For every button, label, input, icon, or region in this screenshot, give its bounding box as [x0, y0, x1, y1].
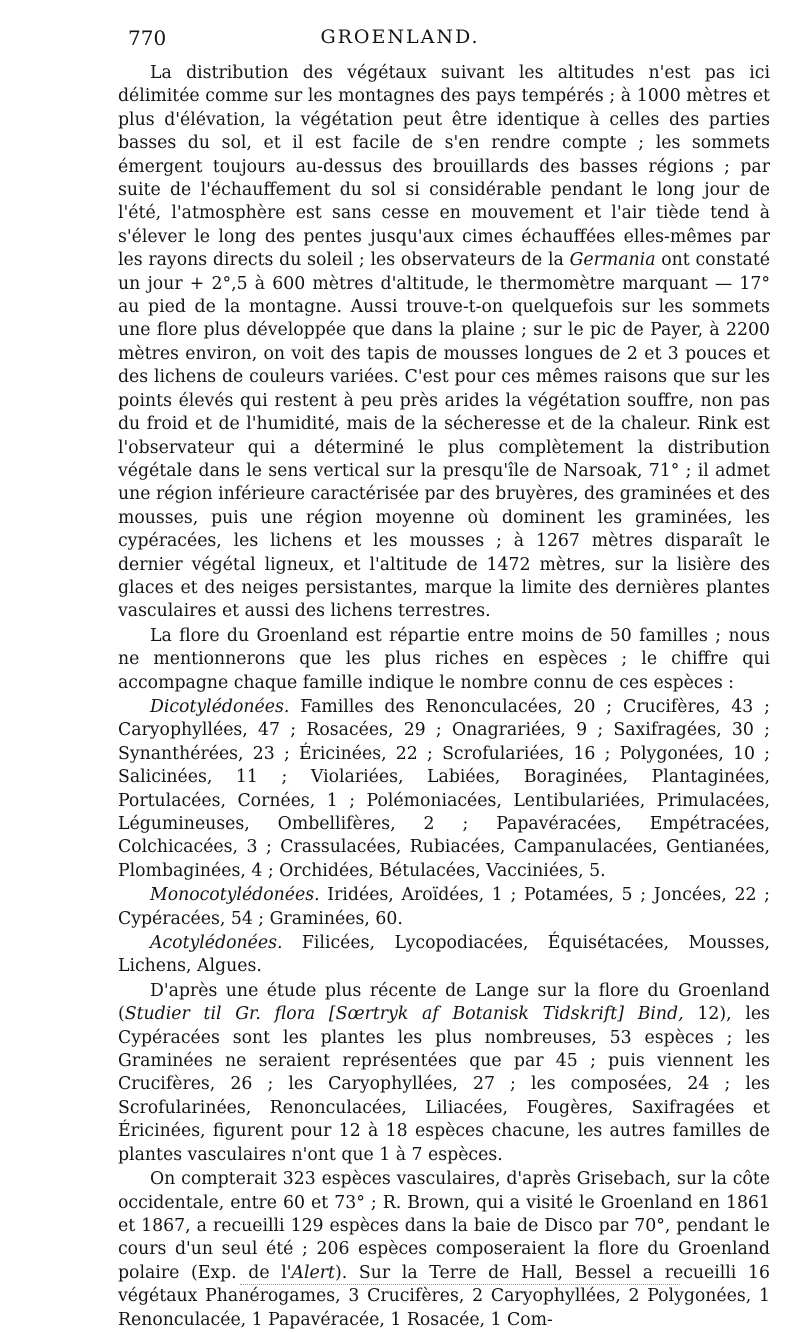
italic-run: Acotylédonées. [150, 933, 283, 954]
paragraph-dicotyledons [118, 696, 770, 883]
text-run: On compterait 323 espèces vasculaires, d'après Grisebach, sur la côte occidentale, entre 60 et 73° ; R. Brown, qui a visité le Groenland en 1861 et 1867, a recueilli 129 espèces dans la baie de Disco par 70°, pendant le cours d'un seul été ; 206 espèces composeraient la flore du Groenland polaire (Exp. de l' [118, 1169, 770, 1283]
paragraph-lange-study [118, 980, 770, 1167]
text-run: Iridées, Aroïdées, 1 ; Potamées, 5 ; Joncées, 22 ; Cypéracées, 54 ; Graminées, 60. [118, 885, 770, 929]
paragraph-flora-families-intro [118, 625, 770, 695]
text-run: La distribution des végétaux suivant les altitudes n'est pas ici délimitée comme sur les montagnes des pays tempérés ; à 1000 mètres et plus d'élévation, la végétation peut être identique à celles des parties basses du sol, et il est facile de s'en rendre compte ; les sommets émergent toujours au-dessus des brouillards des basses régions ; par suite de l'échauffement du sol si considérable pendant le long jour de l'été, l'atmosphère est sans cesse en mouvement et l'air tiède tend à s'élever le long des pentes jusqu'aux cimes échauffées elles-mêmes par les rayons directs du soleil ; les observateurs de la [118, 63, 770, 271]
page-number: 770 [128, 26, 167, 50]
italic-run: Dicotylédonées. [150, 696, 290, 717]
italic-run: Alert [291, 1262, 335, 1283]
text-run: D'après une étude plus récente de Lange sur la flore du Groenland ( [118, 980, 770, 1025]
running-head: GROENLAND. [320, 26, 480, 48]
text-run: 12), les Cypéracées sont les plantes les plus nombreuses, 53 espèces ; les Graminées ne seraient représentées que par 45 ; puis viennent les Crucifères, 26 ; les Caryophyllées, 27 ; les composées, 24 ; les Scrofularinées, Renonculacées, Liliacées, Fougères, Saxifragées et Éricinées, figurent pour 12 à 18 espèces chacune, les autres familles de plantes vasculaires n'ont que 1 à 7 espèces. [118, 1004, 770, 1165]
italic-run: Monocotylédonées. [150, 885, 320, 906]
paragraph-acotyledons [118, 932, 770, 979]
text-run: Filicées, Lycopodiacées, Équisétacées, Mousses, Lichens, Algues. [118, 933, 770, 977]
italic-run: Studier til Gr. flora [Sœrtryk af Botanisk Tidskrift] Bind, [124, 1004, 684, 1025]
page-header [0, 0, 800, 60]
paragraph-monocotyledons [118, 884, 770, 931]
text-run: La flore du Groenland est répartie entre moins de 50 familles ; nous ne mentionnerons que les plus riches en espèces ; le chiffre qui accompagne chaque famille indique le nombre connu de ces espèces : [118, 625, 770, 693]
text-run: Familles des Renonculacées, 20 ; Crucifères, 43 ; Caryophyllées, 47 ; Rosacées, 29 ; Onagrariées, 9 ; Saxifragées, 30 ; Synanthérées, 23 ; Éricinées, 22 ; Scrofulariées, 16 ; Polygonées, 10 ; Salicinées, 11 ; Violariées, Labiées, Boraginées, Plantaginées, Portulacées, Cornées, 1 ; Polémoniacées, Lentibulariées, Primulacées, Légumineuses, Ombellifères, 2 ; Papavéracées, Empétracées, Colchicacées, 3 ; Crassulacées, Rubiacées, Campanulacées, Gentianées, Plombaginées, 4 ; Orchidées, Bétulacées, Vacciniées, 5. [118, 696, 770, 881]
paragraph-altitude-distribution [118, 62, 770, 624]
bottom-divider [240, 1284, 680, 1285]
page-body [118, 62, 770, 1332]
italic-run: Germania [569, 250, 656, 271]
text-run: ). Sur la Terre de Hall, Bessel a recueilli 16 végétaux Phanérogames, 3 Crucifères, 2 Caryophyllées, 2 Polygonées, 1 Renonculacée, 1 Papavéracée, 1 Rosacée, 1 Com- [118, 1262, 770, 1330]
paragraph-species-counts [118, 1168, 770, 1332]
text-run: ont constaté un jour + 2°,5 à 600 mètres d'altitude, le thermomètre marquant — 17° au pied de la montagne. Aussi trouve-t-on quelquefois sur les sommets une flore plus développée que dans la plaine ; sur le pic de Payer, à 2200 mètres environ, on voit des tapis de mousses longues de 2 et 3 pouces et des lichens de couleurs variées. C'est pour ces mêmes raisons que sur les points élevés qui restent à peu près arides la végétation souffre, non pas du froid et de l'humidité, mais de la sécheresse et de la chaleur. Rink est l'observateur qui a déterminé le plus complètement la distribution végétale dans le sens vertical sur la presqu'île de Narsoak, 71° ; il admet une région inférieure caractérisée par des bruyères, des graminées et des mousses, puis une région moyenne où dominent les graminées, les cypéracées, les lichens et les mousses ; à 1267 mètres disparaît le dernier végétal ligneux, et l'altitude de 1472 mètres, sur la lisière des glaces et des neiges persistantes, marque la limite des dernières plantes vasculaires et aussi des lichens terrestres. [118, 250, 771, 622]
